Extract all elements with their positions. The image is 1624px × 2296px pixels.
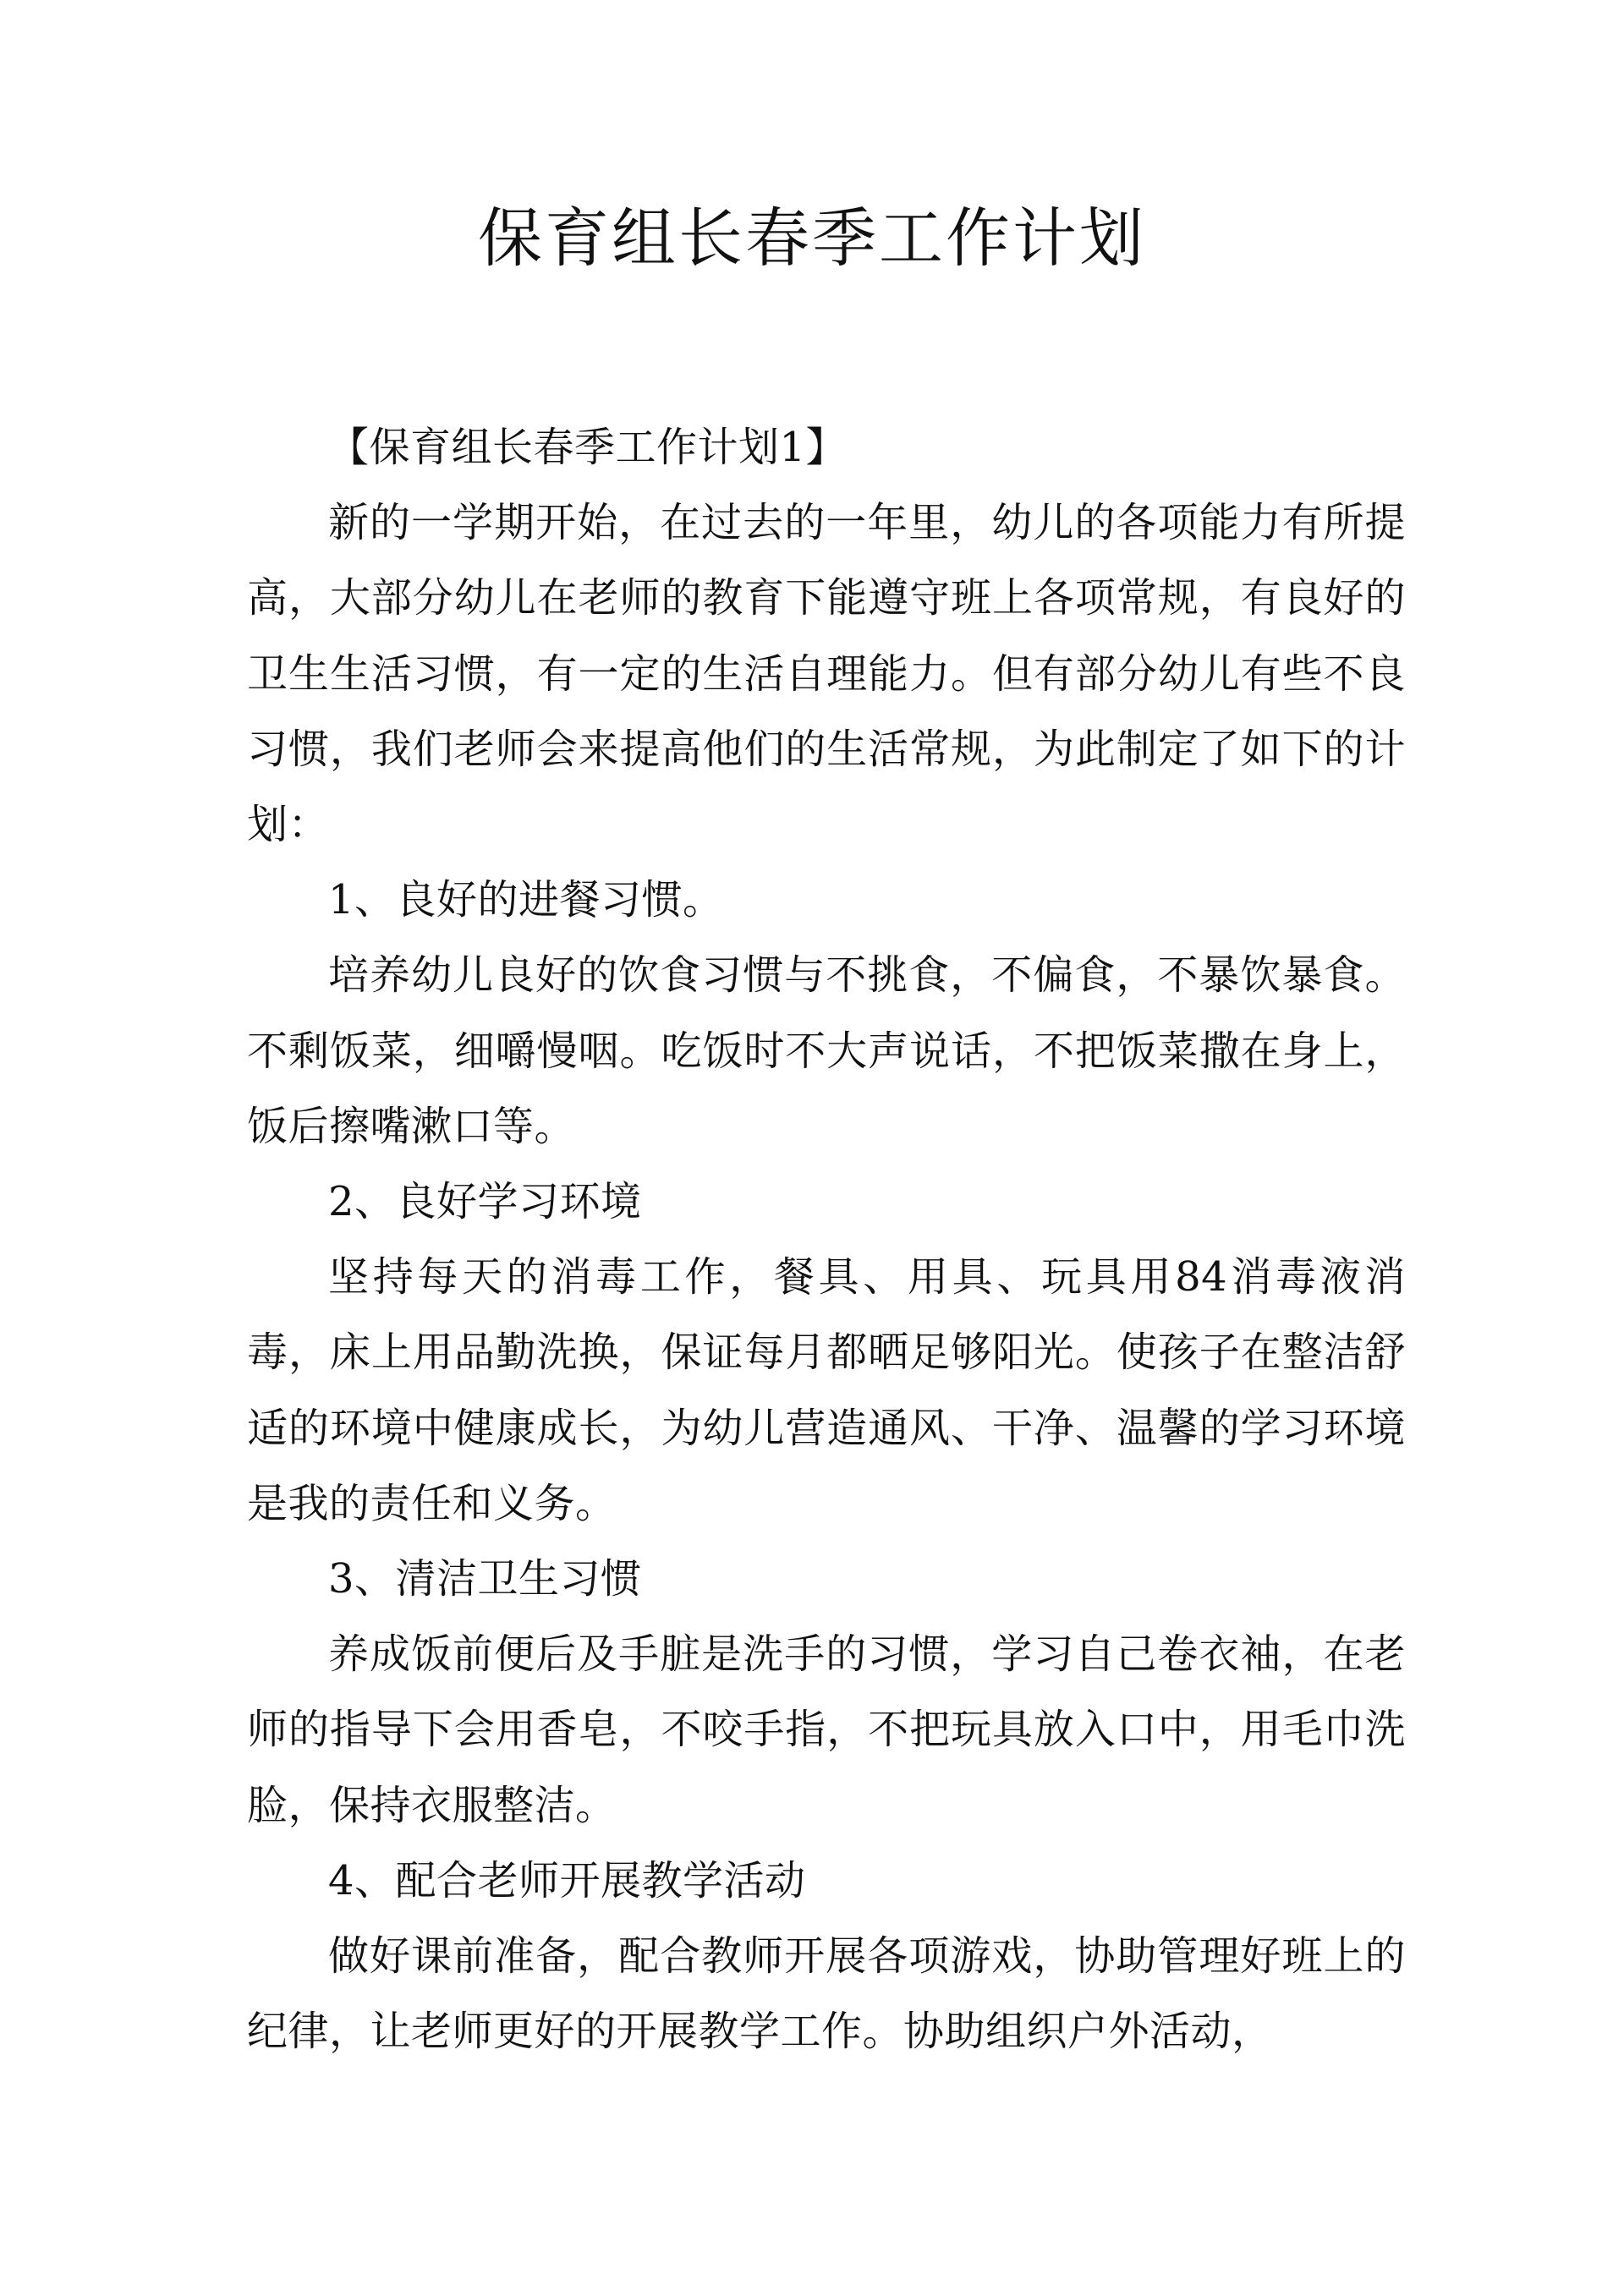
paragraph-item-4: 做好课前准备，配合教师开展各项游戏，协助管理好班上的纪律，让老师更好的开展教学工作。协助组织户外活动， xyxy=(247,1932,1406,2056)
item-heading-1: 1、良好的进餐习惯。 xyxy=(328,876,724,924)
item-heading-2: 2、良好学习环境 xyxy=(328,1178,642,1226)
paragraph-item-3: 养成饭前便后及手脏是洗手的习惯，学习自己卷衣袖，在老师的指导下会用香皂，不咬手指，不把玩具放入口中，用毛巾洗脸，保持衣服整洁。 xyxy=(247,1630,1406,1829)
document-title: 保育组长春季工作计划 xyxy=(478,200,1146,276)
section-heading: 【保育组长春季工作计划1】 xyxy=(328,424,848,471)
item-heading-4: 4、配合老师开展教学活动 xyxy=(328,1856,806,1904)
document-body xyxy=(247,410,1406,2069)
paragraph-item-2: 坚持每天的消毒工作，餐具、用具、玩具用84消毒液消毒，床上用品勤洗换，保证每月都晒足够阳光。使孩子在整洁舒适的环境中健康成长，为幼儿营造通风、干净、温馨的学习环境是我的责任和义务。 xyxy=(247,1253,1406,1527)
paragraph-intro: 新的一学期开始，在过去的一年里，幼儿的各项能力有所提高，大部分幼儿在老师的教育下能遵守班上各项常规，有良好的卫生生活习惯，有一定的生活自理能力。但有部分幼儿有些不良习惯，我们老师会来提高他们的生活常规，为此制定了如下的计划： xyxy=(247,499,1406,849)
item-heading-3: 3、清洁卫生习惯 xyxy=(328,1555,642,1603)
paragraph-item-1: 培养幼儿良好的饮食习惯与不挑食，不偏食，不暴饮暴食。不剩饭菜，细嚼慢咽。吃饭时不大声说话，不把饭菜撒在身上，饭后擦嘴漱口等。 xyxy=(247,951,1406,1150)
